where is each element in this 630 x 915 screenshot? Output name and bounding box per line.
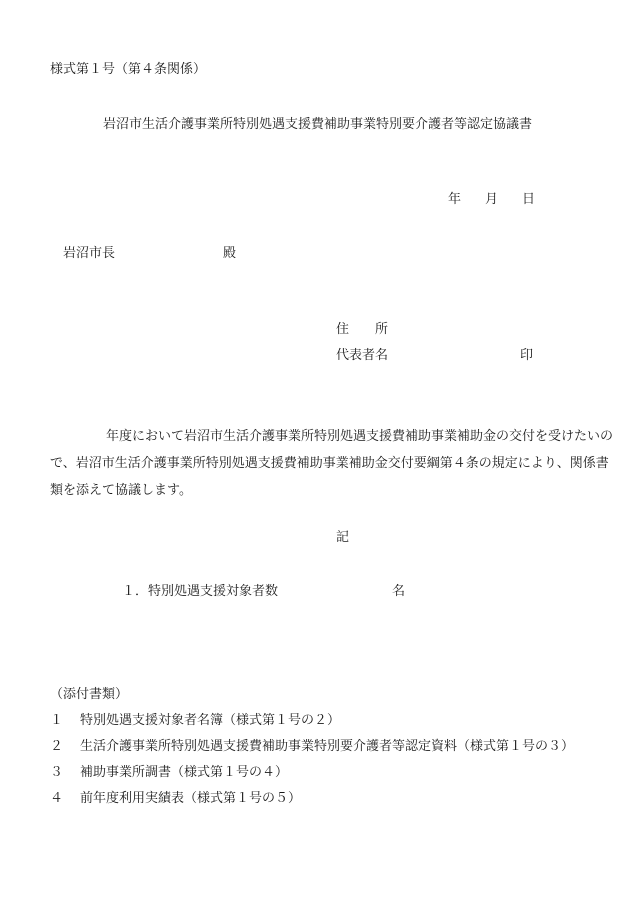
attachment-text: 生活介護事業所特別処遇支援費補助事業特別要介護者等認定資料（様式第１号の３） — [80, 739, 575, 754]
attachment-number: １ — [50, 713, 64, 728]
addressee — [63, 246, 237, 262]
date-line — [448, 192, 535, 208]
date-year: 年 — [448, 192, 462, 207]
address-label: 住 所 — [336, 322, 389, 337]
attachment-item — [50, 765, 288, 781]
attachments-title: （添付書類） — [50, 687, 129, 702]
attachment-item — [50, 739, 574, 755]
date-month: 月 — [485, 192, 499, 207]
item-target-count-label: １．特別処遇支援対象者数 — [122, 584, 279, 599]
attachment-number: ３ — [50, 765, 64, 780]
form-number: 様式第１号（第４条関係） — [50, 62, 207, 77]
item-target-count-unit: 名 — [392, 584, 406, 599]
date-day: 日 — [522, 192, 536, 207]
representative-label: 代表者名 — [336, 348, 389, 363]
document-title: 岩沼市生活介護事業所特別処遇支援費補助事業特別要介護者等認定協議書 — [103, 117, 533, 132]
attachment-text: 補助事業所調書（様式第１号の４） — [80, 765, 289, 780]
ki-heading: 記 — [336, 530, 350, 545]
attachment-text: 前年度利用実績表（様式第１号の５） — [80, 791, 302, 806]
body-paragraph: 年度において岩沼市生活介護事業所特別処遇支援費補助事業補助金の交付を受けたいので、岩沼市生活介護事業所特別処遇支援費補助事業補助金交付要綱第４条の規定により、関係書類を添えて協議します。 — [50, 429, 614, 498]
attachment-item — [50, 791, 301, 807]
item-target-count — [122, 584, 406, 600]
attachment-text: 特別処遇支援対象者名簿（様式第１号の２） — [80, 713, 341, 728]
seal-mark: 印 — [520, 348, 534, 363]
addressee-name: 岩沼市長 — [63, 246, 116, 261]
attachment-item — [50, 713, 340, 729]
attachment-number: ４ — [50, 791, 64, 806]
addressee-honorific: 殿 — [223, 246, 237, 261]
attachment-number: ２ — [50, 739, 64, 754]
